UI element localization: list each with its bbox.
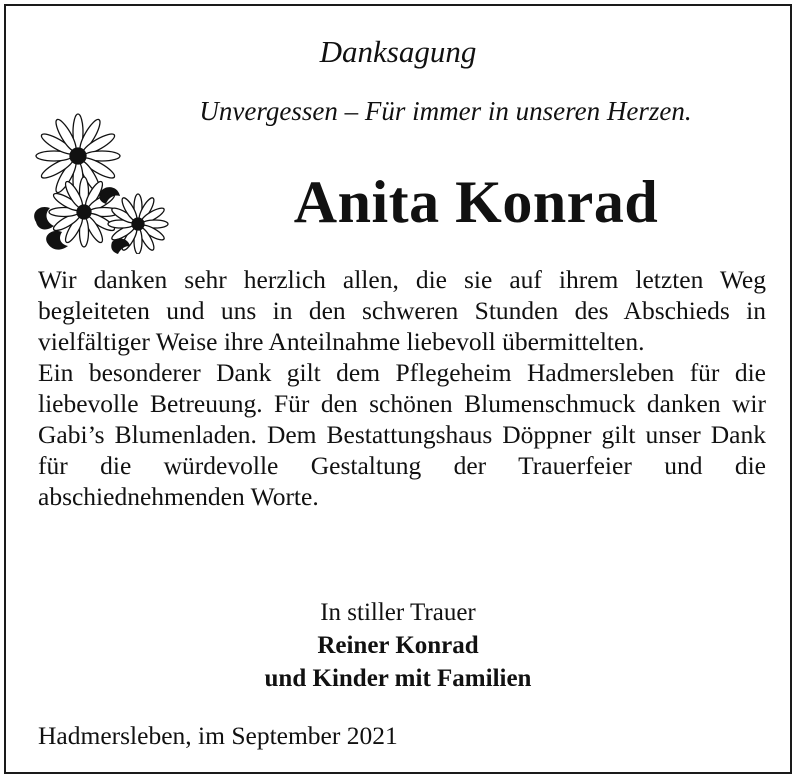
signer-family: und Kinder mit Familien (264, 665, 532, 692)
closing-line: In stiller Trauer (320, 599, 476, 626)
obituary-notice (4, 4, 792, 774)
thanks-paragraph-1: Wir danken sehr herzlich allen, die sie auf ihrem letzten Weg begleiteten und uns in den schweren Stunden des Abschieds in vielfältiger Weise ihre Anteilnahme liebevoll übermittelten. (38, 265, 766, 356)
signer-name: Reiner Konrad (317, 632, 479, 659)
deceased-name: Anita Konrad (293, 169, 659, 235)
notice-heading: Danksagung (319, 34, 477, 69)
daisy-flowers-icon (28, 104, 178, 254)
thanks-text (38, 264, 766, 512)
place-date: Hadmersleben, im September 2021 (38, 721, 398, 750)
signature-block (6, 596, 790, 695)
notice-motto: Unvergessen – Für immer in unseren Herzen. (199, 96, 692, 126)
thanks-paragraph-2: Ein besonderer Dank gilt dem Pflegeheim Hadmersleben für die liebevolle Betreuung. Für den schönen Blumenschmuck danken wir Gabi’s Blumenladen. Dem Bestattungshaus Döppner gilt unser Dank für die würdevolle Gestaltung der Trauerfeier und die abschiednehmenden Worte. (38, 358, 766, 511)
